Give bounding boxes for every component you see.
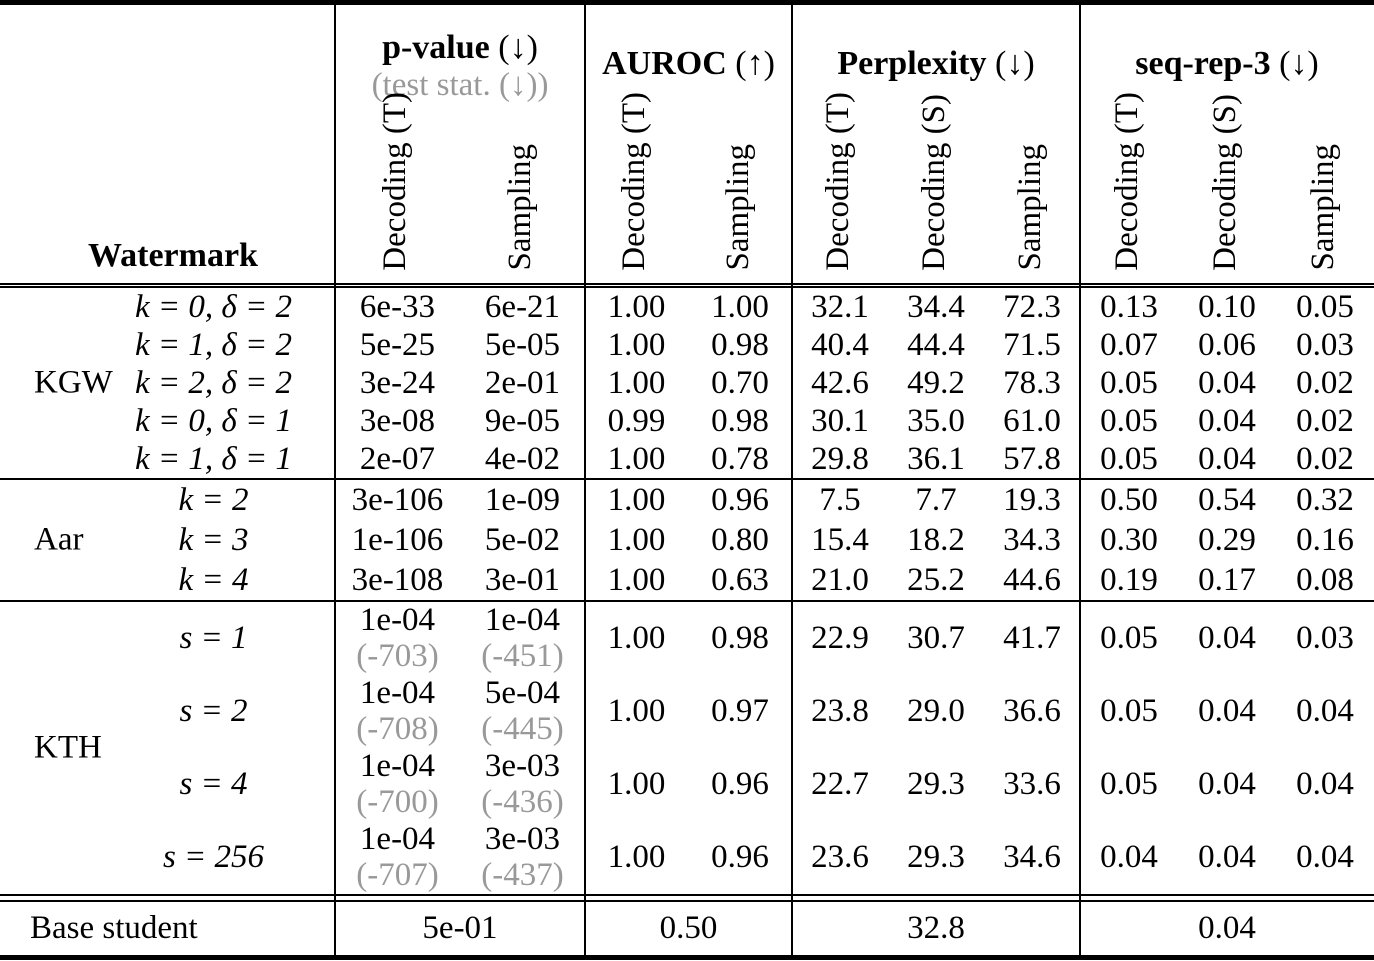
- cell-auroc: 1.00: [711, 288, 769, 325]
- p-value-value: 1e-04: [359, 675, 436, 712]
- cell-p-value: [460, 822, 585, 893]
- cell-seq-rep-3: 0.08: [1296, 561, 1354, 598]
- cell-p-value: 5e-25: [359, 326, 436, 363]
- table-row: [0, 821, 1374, 894]
- cell-seq-rep-3: 0.04: [1198, 402, 1256, 439]
- cell-perplexity: 15.4: [811, 521, 869, 558]
- column-group-name: AUROC: [602, 45, 727, 82]
- cell-auroc: 0.80: [711, 521, 769, 558]
- cell-seq-rep-3: 0.04: [1198, 766, 1256, 802]
- cell-seq-rep-3: 0.30: [1100, 521, 1158, 558]
- test-stat-value: (-436): [481, 783, 564, 820]
- cell-perplexity: 49.2: [907, 364, 965, 401]
- cell-auroc: 0.96: [711, 481, 769, 518]
- section-kth: [0, 602, 1374, 894]
- cell-p-value: [460, 603, 585, 674]
- cell-perplexity: 30.1: [811, 402, 869, 439]
- cell-p-value: 3e-106: [351, 481, 444, 518]
- table-row: [0, 326, 1374, 364]
- row-param-label: s = 256: [162, 839, 265, 875]
- cell-perplexity: 36.6: [1003, 693, 1061, 729]
- column-header-sampling: Sampling: [1012, 144, 1048, 271]
- cell-auroc: 0.70: [711, 364, 769, 401]
- cell-p-value: [460, 676, 585, 747]
- cell-p-value: 4e-02: [484, 440, 561, 477]
- cell-seq-rep-3: 0.29: [1198, 521, 1256, 558]
- column-group-subtitle-p-value: (test stat. (↓)): [371, 67, 549, 103]
- table-header: [0, 5, 1374, 283]
- cell-auroc: 0.98: [711, 326, 769, 363]
- cell-auroc: 1.00: [607, 693, 666, 729]
- cell-seq-rep-3: 0.05: [1100, 620, 1158, 656]
- cell-auroc: 1.00: [607, 620, 666, 656]
- watermark-corner-label: Watermark: [88, 237, 258, 274]
- cell-seq-rep-3: 0.05: [1100, 693, 1158, 729]
- column-group-title-seq-rep-3: [1135, 45, 1319, 83]
- test-stat-value: (-708): [356, 710, 439, 747]
- row-param-label: k = 3: [178, 521, 249, 558]
- column-header-decoding-t: Decoding (T): [377, 92, 413, 271]
- cell-perplexity: 44.6: [1003, 561, 1061, 598]
- section-kgw: [0, 288, 1374, 478]
- footer-perplexity: 32.8: [907, 910, 965, 946]
- cell-auroc: 0.99: [607, 402, 666, 439]
- cell-perplexity: 29.0: [907, 693, 965, 729]
- table-row: [0, 364, 1374, 402]
- cell-perplexity: 72.3: [1003, 288, 1061, 325]
- cell-perplexity: 29.8: [811, 440, 869, 477]
- cell-p-value: [460, 749, 585, 820]
- p-value-value: 3e-03: [484, 821, 561, 858]
- cell-seq-rep-3: 0.04: [1198, 440, 1256, 477]
- cell-p-value: 3e-108: [351, 561, 444, 598]
- table-row: [0, 520, 1374, 560]
- cell-p-value: [335, 603, 460, 674]
- cell-perplexity: 61.0: [1003, 402, 1061, 439]
- cell-auroc: 1.00: [607, 521, 666, 558]
- row-param-label: s = 1: [179, 620, 248, 656]
- cell-perplexity: 42.6: [811, 364, 869, 401]
- cell-seq-rep-3: 0.04: [1198, 693, 1256, 729]
- cell-auroc: 0.96: [711, 766, 769, 802]
- table-body: [0, 288, 1374, 955]
- cell-seq-rep-3: 0.05: [1100, 364, 1158, 401]
- cell-perplexity: 25.2: [907, 561, 965, 598]
- cell-perplexity: 7.5: [819, 481, 861, 518]
- row-param-label: s = 2: [179, 693, 248, 729]
- cell-seq-rep-3: 0.04: [1100, 839, 1158, 875]
- cell-p-value: 9e-05: [484, 402, 561, 439]
- column-group-name: seq-rep-3: [1135, 45, 1271, 82]
- cell-auroc: 0.63: [711, 561, 769, 598]
- cell-perplexity: 40.4: [811, 326, 869, 363]
- footer-label: Base student: [30, 910, 198, 946]
- cell-seq-rep-3: 0.10: [1198, 288, 1256, 325]
- section-label-kth: KTH: [34, 729, 102, 766]
- direction-arrow: (↓): [995, 45, 1035, 82]
- section-label-kgw: KGW: [34, 364, 113, 401]
- row-param-label: k = 1, δ = 2: [134, 326, 293, 363]
- column-header-sampling: Sampling: [1305, 144, 1341, 271]
- cell-auroc: 1.00: [607, 288, 666, 325]
- cell-seq-rep-3: 0.02: [1296, 440, 1354, 477]
- cell-seq-rep-3: 0.07: [1100, 326, 1158, 363]
- cell-seq-rep-3: 0.13: [1100, 288, 1158, 325]
- cell-perplexity: 29.3: [907, 766, 965, 802]
- cell-seq-rep-3: 0.04: [1198, 364, 1256, 401]
- footer-seq-rep-3: 0.04: [1198, 910, 1256, 946]
- table-row: [0, 675, 1374, 748]
- cell-p-value: 5e-02: [484, 521, 561, 558]
- cell-auroc: 0.98: [711, 620, 769, 656]
- direction-arrow: (↓): [1279, 45, 1319, 82]
- cell-perplexity: 23.8: [811, 693, 869, 729]
- test-stat-value: (-451): [481, 637, 564, 674]
- column-header-decoding-s: Decoding (S): [1207, 94, 1243, 271]
- cell-auroc: 1.00: [607, 364, 666, 401]
- cell-seq-rep-3: 0.05: [1100, 440, 1158, 477]
- cell-seq-rep-3: 0.06: [1198, 326, 1256, 363]
- cell-auroc: 0.97: [711, 693, 769, 729]
- cell-p-value: 1e-09: [484, 481, 561, 518]
- column-group-title-perplexity: [837, 45, 1034, 83]
- column-header-decoding-s: Decoding (S): [916, 94, 952, 271]
- cell-seq-rep-3: 0.32: [1296, 481, 1354, 518]
- cell-p-value: 1e-106: [351, 521, 444, 558]
- cell-p-value: [335, 749, 460, 820]
- cell-seq-rep-3: 0.02: [1296, 364, 1354, 401]
- cell-seq-rep-3: 0.16: [1296, 521, 1354, 558]
- cell-perplexity: 21.0: [811, 561, 869, 598]
- cell-perplexity: 34.3: [1003, 521, 1061, 558]
- cell-p-value: [335, 676, 460, 747]
- cell-seq-rep-3: 0.04: [1296, 693, 1354, 729]
- cell-perplexity: 41.7: [1003, 620, 1061, 656]
- cell-p-value: 6e-21: [484, 288, 561, 325]
- p-value-value: 1e-04: [359, 748, 436, 785]
- cell-perplexity: 34.4: [907, 288, 965, 325]
- cell-seq-rep-3: 0.04: [1198, 620, 1256, 656]
- p-value-value: 3e-03: [484, 748, 561, 785]
- row-param-label: k = 0, δ = 1: [134, 402, 293, 439]
- column-header-decoding-t: Decoding (T): [1109, 92, 1145, 271]
- cell-p-value: 6e-33: [359, 288, 436, 325]
- column-group-title-auroc: [602, 45, 775, 83]
- cell-p-value: 3e-01: [484, 561, 561, 598]
- cell-perplexity: 7.7: [915, 481, 957, 518]
- cell-seq-rep-3: 0.04: [1198, 839, 1256, 875]
- test-stat-value: (-437): [481, 856, 564, 893]
- cell-perplexity: 57.8: [1003, 440, 1061, 477]
- test-stat-value: (-445): [481, 710, 564, 747]
- cell-perplexity: 35.0: [907, 402, 965, 439]
- direction-arrow: (↓): [498, 29, 538, 66]
- cell-seq-rep-3: 0.03: [1296, 326, 1354, 363]
- column-group-name: p-value: [382, 29, 490, 66]
- direction-arrow: (↑): [735, 45, 775, 82]
- row-param-label: k = 2, δ = 2: [134, 364, 293, 401]
- cell-auroc: 1.00: [607, 839, 666, 875]
- row-param-label: s = 4: [179, 766, 248, 802]
- cell-perplexity: 18.2: [907, 521, 965, 558]
- row-param-label: k = 1, δ = 1: [134, 440, 293, 477]
- table-row: [0, 402, 1374, 440]
- cell-auroc: 0.96: [711, 839, 769, 875]
- bottom-border: [0, 955, 1374, 960]
- cell-perplexity: 36.1: [907, 440, 965, 477]
- column-header-sampling: Sampling: [720, 144, 756, 271]
- footer-divider: [0, 894, 1374, 902]
- table-row: [0, 748, 1374, 821]
- table-row: [0, 440, 1374, 478]
- column-group-name: Perplexity: [837, 45, 987, 82]
- footer-row: [0, 902, 1374, 955]
- cell-auroc: 1.00: [607, 766, 666, 802]
- cell-auroc: 0.78: [711, 440, 769, 477]
- cell-p-value: 2e-01: [484, 364, 561, 401]
- cell-p-value: 5e-05: [484, 326, 561, 363]
- cell-seq-rep-3: 0.03: [1296, 620, 1354, 656]
- cell-p-value: 2e-07: [359, 440, 436, 477]
- cell-perplexity: 71.5: [1003, 326, 1061, 363]
- column-header-decoding-t: Decoding (T): [616, 92, 652, 271]
- cell-seq-rep-3: 0.04: [1296, 839, 1354, 875]
- cell-p-value: 3e-24: [359, 364, 436, 401]
- footer-p-value: 5e-01: [422, 910, 498, 946]
- table-row: [0, 480, 1374, 520]
- p-value-value: 1e-04: [359, 602, 436, 639]
- cell-perplexity: 78.3: [1003, 364, 1061, 401]
- table-row: [0, 560, 1374, 600]
- column-header-decoding-t: Decoding (T): [820, 92, 856, 271]
- cell-perplexity: 19.3: [1003, 481, 1061, 518]
- cell-seq-rep-3: 0.05: [1100, 402, 1158, 439]
- footer-auroc: 0.50: [659, 910, 718, 946]
- cell-perplexity: 33.6: [1003, 766, 1061, 802]
- column-header-sampling: Sampling: [502, 144, 538, 271]
- cell-seq-rep-3: 0.54: [1198, 481, 1256, 518]
- column-group-title-p-value: [382, 29, 538, 67]
- cell-auroc: 0.98: [711, 402, 769, 439]
- p-value-value: 1e-04: [359, 821, 436, 858]
- cell-auroc: 1.00: [607, 561, 666, 598]
- cell-seq-rep-3: 0.05: [1100, 766, 1158, 802]
- cell-perplexity: 32.1: [811, 288, 869, 325]
- table-row: [0, 602, 1374, 675]
- cell-perplexity: 22.9: [811, 620, 869, 656]
- test-stat-value: (-700): [356, 783, 439, 820]
- cell-auroc: 1.00: [607, 440, 666, 477]
- cell-seq-rep-3: 0.05: [1296, 288, 1354, 325]
- cell-perplexity: 22.7: [811, 766, 869, 802]
- p-value-value: 1e-04: [484, 602, 561, 639]
- cell-perplexity: 29.3: [907, 839, 965, 875]
- cell-perplexity: 44.4: [907, 326, 965, 363]
- cell-perplexity: 34.6: [1003, 839, 1061, 875]
- section-aar: [0, 480, 1374, 600]
- row-param-label: k = 2: [178, 481, 249, 518]
- cell-seq-rep-3: 0.17: [1198, 561, 1256, 598]
- cell-perplexity: 30.7: [907, 620, 965, 656]
- row-param-label: k = 0, δ = 2: [134, 288, 293, 325]
- cell-seq-rep-3: 0.04: [1296, 766, 1354, 802]
- cell-p-value: 3e-08: [359, 402, 436, 439]
- test-stat-value: (-707): [356, 856, 439, 893]
- p-value-value: 5e-04: [484, 675, 561, 712]
- section-label-aar: Aar: [34, 521, 84, 558]
- cell-auroc: 1.00: [607, 481, 666, 518]
- test-stat-value: (-703): [356, 637, 439, 674]
- cell-seq-rep-3: 0.50: [1100, 481, 1158, 518]
- cell-auroc: 1.00: [607, 326, 666, 363]
- row-param-label: k = 4: [178, 561, 249, 598]
- cell-seq-rep-3: 0.02: [1296, 402, 1354, 439]
- cell-p-value: [335, 822, 460, 893]
- table-row: [0, 288, 1374, 326]
- cell-perplexity: 23.6: [811, 839, 869, 875]
- cell-seq-rep-3: 0.19: [1100, 561, 1158, 598]
